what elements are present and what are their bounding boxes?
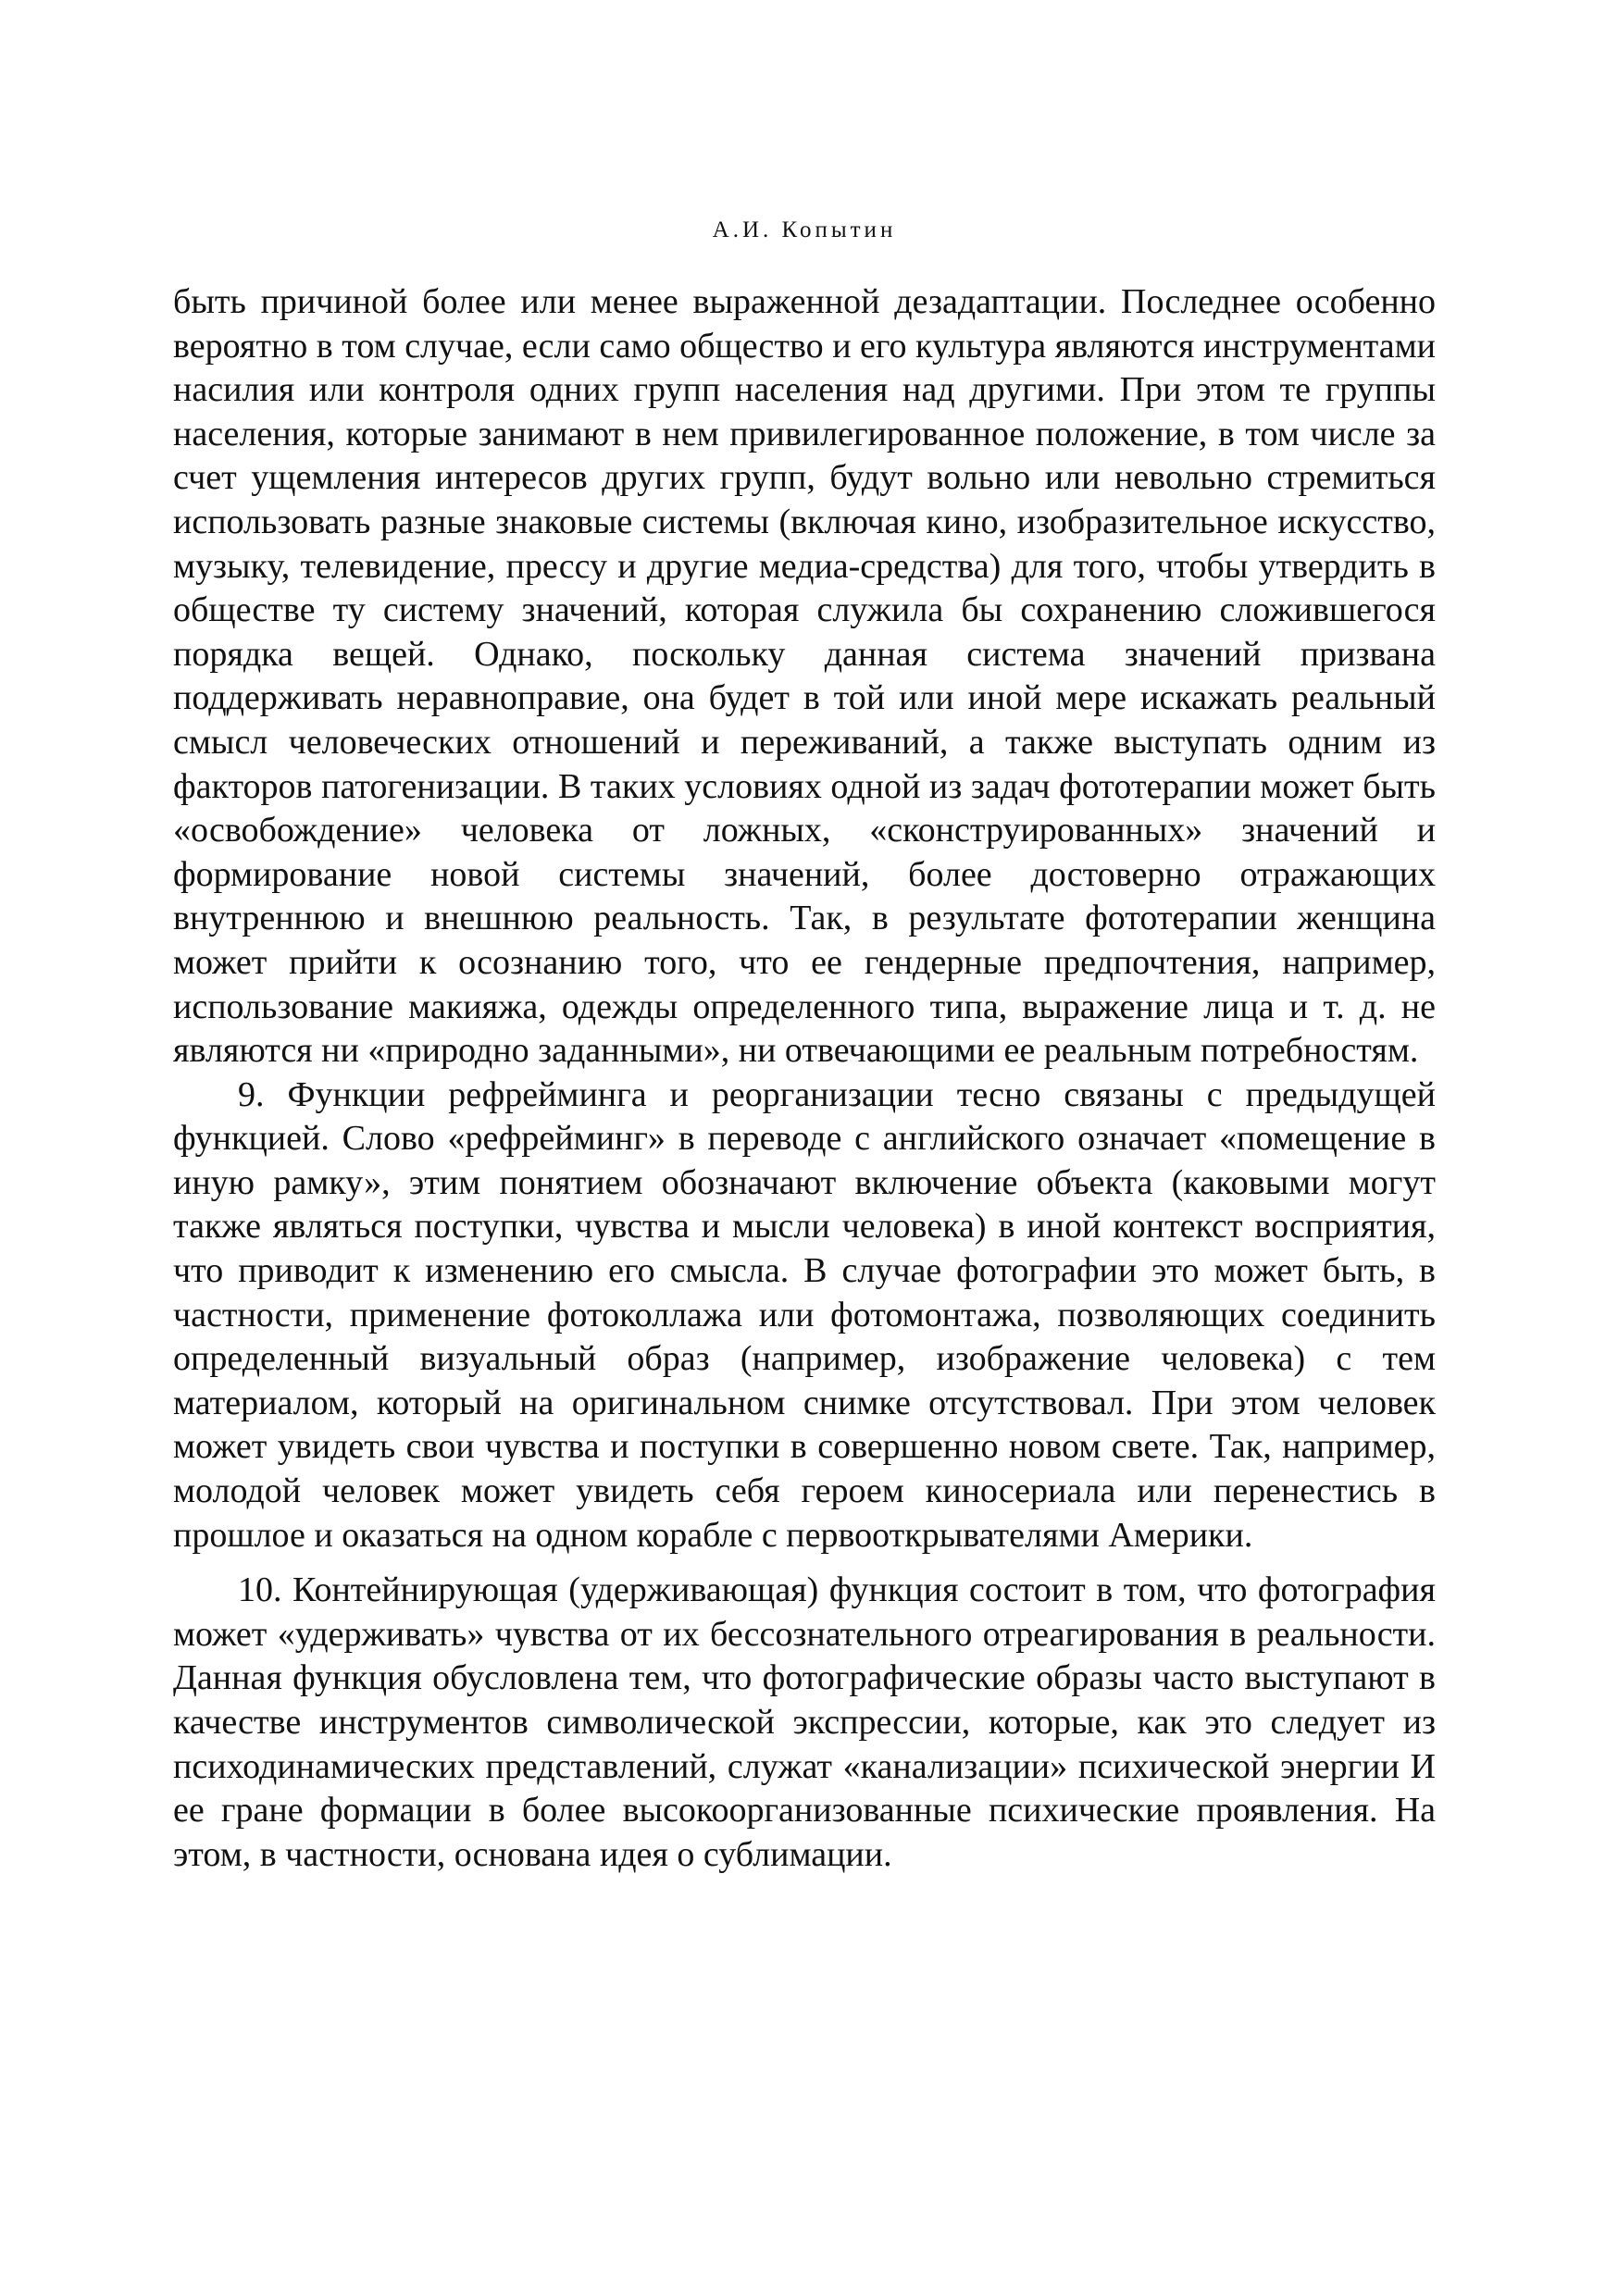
body-text [173, 280, 1436, 1877]
paragraph-item-10: 10. Контейнирующая (удерживающая) функция состоит в том, что фотография может «удерживать» чувства от их бессознательного отреагирования в реальности. Данная функция обусловлена тем, что фотографические образы часто выступают в качестве инструментов символической экспрессии, которые, как это следует из психодинамических представлений, служат «канализации» психической энергии И ее гране формации в более высокоорганизованные психические проявления. На этом, в частности, основана идея о сублимации. [173, 1570, 1436, 1874]
book-page [173, 217, 1436, 1877]
running-title: А.И. Копытин [712, 217, 897, 242]
paragraph-continuation: быть причиной более или менее выраженной дезадаптации. Последнее особенно вероятно в том случае, если само общество и его культура являются инструментами насилия или контроля одних групп населения над другими. При этом те группы населения, которые занимают в нем привилегированное положение, в том числе за счет ущемления интересов других групп, будут вольно или невольно стремиться использовать разные знаковые системы (включая кино, изобразительное искусство, музыку, телевидение, прессу и другие медиа-средства) для того, чтобы утвердить в обществе ту систему значений, которая служила бы сохранению сложившегося порядка вещей. Однако, поскольку данная система значений призвана поддерживать неравноправие, она будет в той или иной мере искажать реальный смысл человеческих отношений и переживаний, а также выступать одним из факторов патогенизации. В таких условиях одной из задач фототерапии может быть «освобождение» человека от ложных, «сконструированных» значений и формирование новой системы значений, более достоверно отражающих внутреннюю и внешнюю реальность. Так, в результате фототерапии женщина может прийти к осознанию того, что ее гендерные предпочтения, например, использование макияжа, одежды определенного типа, выражение лица и т. д. не являются ни «природно заданными», ни отвечающими ее реальным потребностям. [173, 282, 1436, 1071]
paragraph-item-9: 9. Функции рефрейминга и реорганизации тесно связаны с предыдущей функцией. Слово «рефрейминг» в переводе с английского означает «помещение в иную рамку», этим понятием обозначают включение объекта (каковыми могут также являться поступки, чувства и мысли человека) в иной контекст восприятия, что приводит к изменению его смысла. В случае фотографии это может быть, в частности, применение фотоколлажа или фотомонтажа, позволяющих соединить определенный визуальный образ (например, изображение человека) с тем материалом, который на оригинальном снимке отсутствовал. При этом человек может увидеть свои чувства и поступки в совершенно новом свете. Так, например, молодой человек может увидеть себя героем киносериала или перенестись в прошлое и оказаться на одном корабле с первооткрывателями Америки. [173, 1074, 1436, 1555]
